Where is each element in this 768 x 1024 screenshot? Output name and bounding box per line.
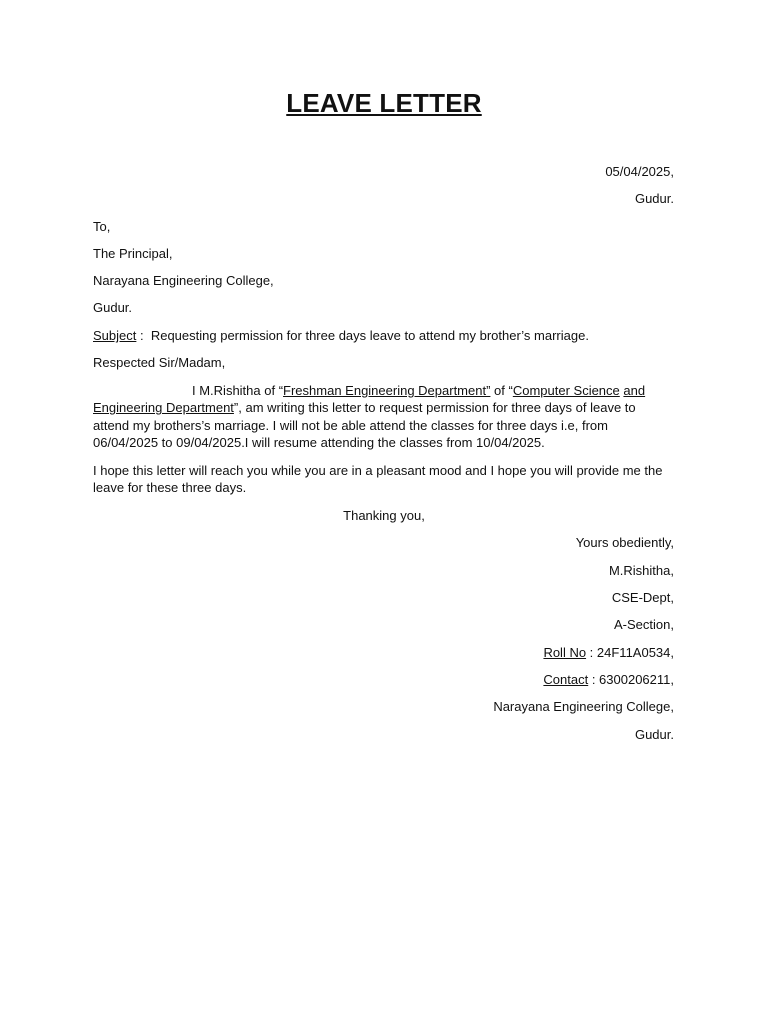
subject-line [93,327,589,344]
thanks-line: Thanking you, [343,508,425,523]
closing-paragraph: I hope this letter will reach you while you are in a pleasant mood and I hope you will provide me the leave for these three days. [93,463,663,496]
signoff-college: Narayana Engineering College, [493,699,674,714]
signoff-yours: Yours obediently, [575,535,674,550]
salutation: Respected Sir/Madam, [93,355,226,370]
recipient-designation: The Principal, [93,246,173,261]
letter-date: 05/04/2025, [605,164,674,179]
roll-label: Roll No [543,645,587,660]
subject-label: Subject [93,328,137,343]
body-intro: I M.Rishitha of “ [192,383,284,398]
contact-label: Contact [543,672,589,687]
signoff-contact [543,671,674,688]
sender-place: Gudur. [634,191,674,206]
department-freshman: Freshman Engineering Department” [283,383,491,398]
body-paragraph [93,382,675,452]
body-rest: ”, am writing this letter to request permission for three days of leave to attend my brothers’s marriage. I will not be able attend the classes for three days i.e, from 06/04/2025 to 09/04/2025.I will resume attending the classes from 10/04/2025. [93,400,636,451]
page-title: LEAVE LETTER [286,88,482,118]
signoff-dept: CSE-Dept, [611,590,674,605]
signoff-city: Gudur. [634,727,674,742]
body-mid: of “ [490,383,513,398]
department-cse-part2: and [623,383,646,398]
to-label: To, [93,219,111,234]
department-cse-part3: Engineering Department [93,400,234,416]
subject-separator: : [136,328,151,343]
recipient-institution: Narayana Engineering College, [93,273,274,288]
signoff-name: M.Rishitha, [608,563,674,578]
contact-value: : 6300206211, [588,672,674,687]
roll-value: : 24F11A0534, [586,645,674,660]
department-cse-part1: Computer Science [512,383,620,398]
signoff-roll [543,644,674,661]
subject-text: Requesting permission for three days leave to attend my brother’s marriage. [150,328,589,343]
recipient-city: Gudur. [93,300,133,315]
signoff-section: A-Section, [614,617,674,632]
